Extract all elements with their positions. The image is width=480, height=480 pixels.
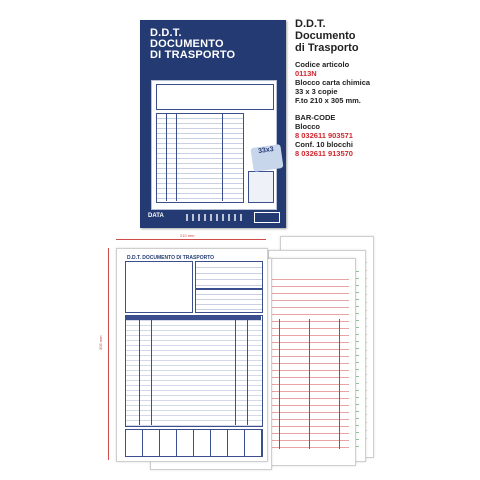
- form-table-header: [125, 315, 261, 320]
- height-dimension-label: 305 mm: [98, 335, 103, 350]
- cover-form-header: [156, 84, 274, 110]
- form-table-column: [139, 315, 140, 425]
- form-title: D.D.T. DOCUMENTO DI TRASPORTO: [127, 255, 215, 261]
- cover-label-box: [254, 212, 280, 223]
- form-table-column: [151, 315, 152, 425]
- cover-form-column: [166, 113, 167, 201]
- form-destination-box: [195, 289, 263, 313]
- form-table-column: [247, 315, 248, 425]
- barcode-sub-label: Blocco: [295, 122, 321, 131]
- cover-certification-marks: [186, 214, 242, 221]
- copy-sheet-column: [339, 319, 340, 449]
- cover-form-box: [248, 171, 274, 203]
- cover-title-line-2: DOCUMENTO: [150, 38, 224, 50]
- height-dimension-line: [108, 248, 109, 460]
- copy-sheet-lines: [265, 273, 349, 453]
- copy-sheet-column: [309, 319, 310, 449]
- barcode-blocco: 8 032611 903571: [295, 131, 353, 140]
- cover-title-line-3: DI TRASPORTO: [150, 49, 236, 61]
- copy-sheet-column: [279, 319, 280, 449]
- product-title: [295, 18, 475, 54]
- codice-value: 0113N: [295, 69, 317, 78]
- formato-text: F.to 210 x 305 mm.: [295, 96, 361, 105]
- cover-brand-logo: DATA: [148, 213, 164, 219]
- cover-form-preview: [151, 80, 277, 210]
- copy-sheet-red: [258, 258, 356, 466]
- product-title-line-2: Documento: [295, 30, 356, 42]
- width-dimension-label: 210 mm: [180, 233, 195, 238]
- form-sender-box: [125, 261, 193, 313]
- form-recipient-box: [195, 261, 263, 289]
- barcode-conf: 8 032611 913570: [295, 149, 353, 158]
- width-dimension-line: [116, 239, 266, 240]
- copy-sheet-front: [116, 248, 268, 462]
- cover-form-column: [176, 113, 177, 201]
- codice-label: Codice articolo: [295, 60, 350, 69]
- product-info: [295, 18, 475, 158]
- product-title-line-3: di Trasporto: [295, 42, 359, 54]
- form-items-table: [125, 315, 263, 427]
- cover-form-rows: [156, 113, 244, 203]
- cover-badge: 33x3: [250, 144, 283, 172]
- product-cover: [140, 20, 286, 228]
- form-table-column: [235, 315, 236, 425]
- barcode-label: BAR-CODE: [295, 113, 336, 122]
- cover-title-line-1: D.D.T.: [150, 27, 182, 39]
- conf-label: Conf. 10 blocchi: [295, 140, 353, 149]
- form-footer-grid: [125, 429, 263, 457]
- blocco-text: Blocco carta chimica: [295, 78, 371, 87]
- copie-text: 33 x 3 copie: [295, 87, 338, 96]
- product-title-line-1: D.D.T.: [295, 18, 326, 30]
- cover-form-column: [222, 113, 223, 201]
- cover-title: [150, 28, 235, 61]
